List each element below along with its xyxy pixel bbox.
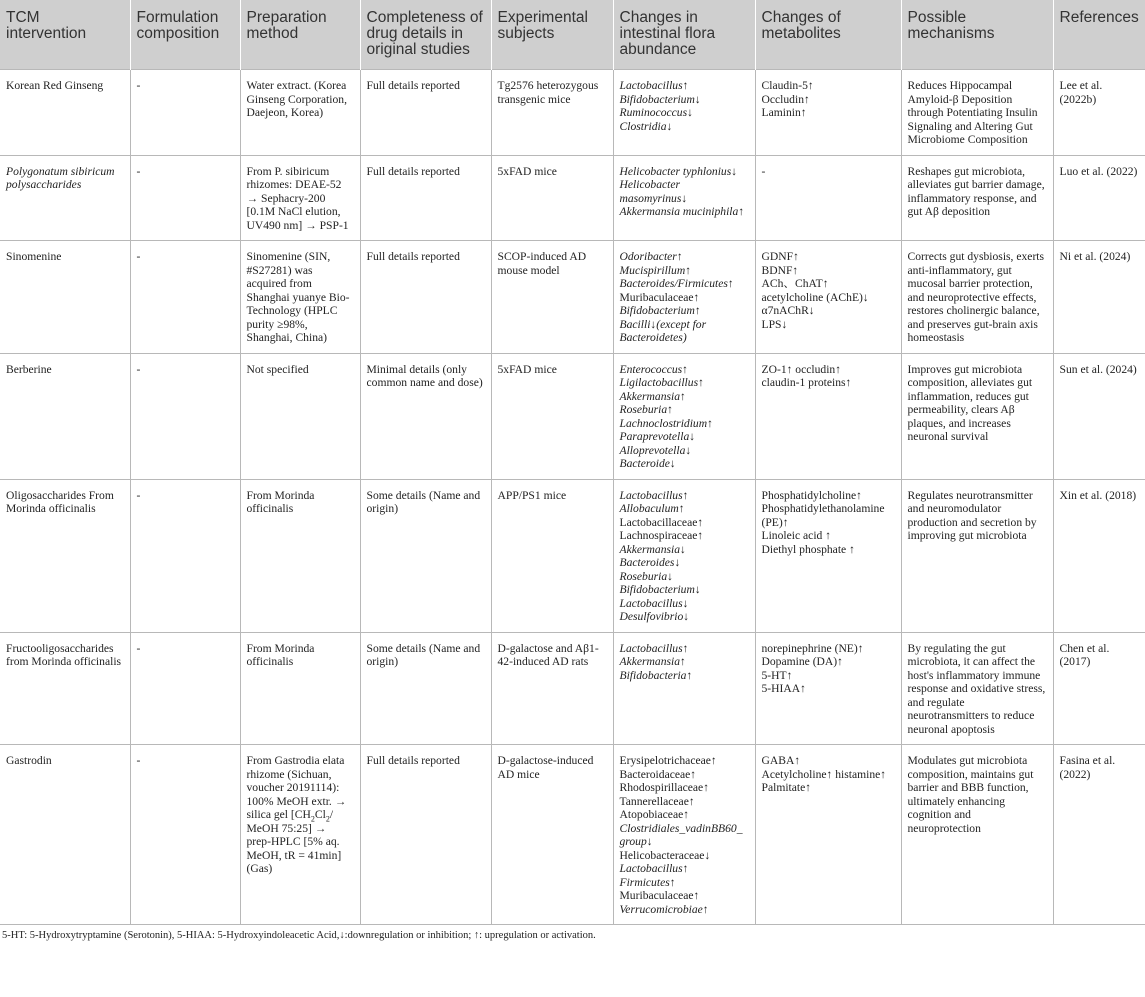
cell-intervention: Gastrodin [0,745,130,925]
header-flora: Changes in intestinal flora abundance [613,0,755,70]
cell-metabolites [755,632,901,745]
cell-intervention: Korean Red Ginseng [0,70,130,156]
cell-intervention: Oligosaccharides From Morinda officinalis [0,479,130,632]
cell-preparation: From P. sibiricum rhizomes: DEAE-52 → Sephacry-200 [0.1M NaCl elution, UV490 nm] → PSP-1 [240,155,360,241]
cell-intervention: Sinomenine [0,241,130,354]
flora-item: Verrucomicrobiae↑ [619,902,709,916]
cell-metabolites [755,241,901,354]
flora-item: Akkermansia↑ [619,655,686,668]
cell-completeness: Some details (Name and origin) [360,632,491,745]
cell-mechanisms: Reshapes gut microbiota, alleviates gut barrier damage, inflammatory response, and gut Aβ deposition [901,155,1053,241]
table-row [0,745,1145,925]
cell-mechanisms: Regulates neurotransmitter and neuromodulator production and secretion by improving gut microbiota [901,479,1053,632]
preparation-text: From Gastrodia elata rhizome (Sichuan, voucher 20191114): 100% MeOH extr. → silica gel [CH [246,754,347,821]
metabolite-item: Phosphatidylethanolamine (PE)↑ [761,502,885,529]
flora-item: Firmicutes↑ [619,875,676,889]
cell-preparation: Not specified [240,353,360,479]
cell-completeness: Full details reported [360,241,491,354]
cell-preparation: From Morinda officinalis [240,632,360,745]
cell-subjects: 5xFAD mice [491,155,613,241]
flora-item: Akkermansia muciniphila↑ [619,205,745,218]
cell-flora [613,241,755,354]
cell-references: Luo et al. (2022) [1053,155,1145,241]
cell-flora [613,353,755,479]
metabolite-item: GDNF↑ [761,250,799,263]
header-mechanisms: Possible mechanisms [901,0,1053,70]
table-row [0,155,1145,241]
table-body [0,70,1145,925]
cell-formulation: - [130,479,240,632]
header-tcm-intervention: TCM intervention [0,0,130,70]
flora-item: Bifidobacterium↓ [619,583,701,596]
flora-item: Lachnospiraceae↑ [619,529,704,542]
cell-subjects: SCOP-induced AD mouse model [491,241,613,354]
flora-item: Bifidobacterium↓ [619,92,701,106]
cell-metabolites [755,70,901,156]
cell-references: Ni et al. (2024) [1053,241,1145,354]
metabolite-item: - [761,164,766,178]
flora-item: Lactobacillus↑ [619,641,689,655]
metabolite-item: ACh、ChAT↑ [761,277,829,290]
cell-metabolites [755,353,901,479]
cell-subjects: 5xFAD mice [491,353,613,479]
flora-item: Akkermansia↓ [619,542,686,556]
cell-flora [613,632,755,745]
header-preparation: Preparation method [240,0,360,70]
cell-flora [613,155,755,241]
cell-references: Fasina et al. (2022) [1053,745,1145,925]
table-row [0,353,1145,479]
metabolite-item: LPS↓ [761,317,788,331]
header-formulation: Formulation composition [130,0,240,70]
header-references: References [1053,0,1145,70]
header-subjects: Experimental subjects [491,0,613,70]
flora-item: Erysipelotrichaceae↑ [619,754,717,767]
cell-references: Lee et al. (2022b) [1053,70,1145,156]
flora-item: Lachnoclostridium↑ [619,416,713,430]
cell-flora [613,479,755,632]
cell-mechanisms: By regulating the gut microbiota, it can affect the host's inflammatory immune response and oxidative stress, and regulate neurotransmitters to reduce neuronal apoptosis [901,632,1053,745]
flora-item: Bacteroides/Firmicutes↑ [619,277,734,290]
flora-item: Bacteroidetes) [619,331,687,344]
cell-intervention: Polygonatum sibiricum polysaccharides [0,155,130,241]
cell-metabolites [755,745,901,925]
cell-subjects: Tg2576 heterozygous transgenic mice [491,70,613,156]
table-row [0,70,1145,156]
flora-item: Lactobacillus↑ [619,488,689,502]
cell-completeness: Minimal details (only common name and dose) [360,353,491,479]
cell-preparation: Water extract. (Korea Ginseng Corporation, Daejeon, Korea) [240,70,360,156]
metabolite-item: GABA↑ [761,754,801,767]
cell-flora [613,745,755,925]
metabolite-item: Claudin-5↑ [761,79,814,92]
cell-flora [613,70,755,156]
flora-item: Clostridiales_vadinBB60_ [619,821,743,835]
cell-completeness: Full details reported [360,155,491,241]
metabolite-item: acetylcholine (AChE)↓ [761,290,869,304]
flora-item: Akkermansia↑ [619,389,686,403]
cell-formulation: - [130,353,240,479]
cell-mechanisms: Improves gut microbiota composition, alleviates gut inflammation, reduces gut permeability, clears Aβ plaques, and increases neuronal survival [901,353,1053,479]
preparation-text: / MeOH 75:25] → prep-HPLC [5% aq. MeOH, tR = 41min] (Gas) [246,808,342,875]
cell-mechanisms: Reduces Hippocampal Amyloid-β Deposition through Potentiating Insulin Signaling and Altering Gut Microbiome Composition [901,70,1053,156]
metabolite-item: 5-HT↑ [761,668,793,682]
flora-item: Bifidobacterium↑ [619,304,701,317]
cell-formulation: - [130,155,240,241]
cell-formulation: - [130,241,240,354]
subscript: 2 [310,814,315,824]
flora-item: Lactobacillus↑ [619,862,689,875]
metabolite-item: norepinephrine (NE)↑ [761,641,864,655]
flora-item: Ligilactobacillus↑ [619,376,704,389]
table-row [0,241,1145,354]
cell-intervention: Berberine [0,353,130,479]
cell-completeness: Full details reported [360,745,491,925]
flora-item: Alloprevotella↓ [619,443,692,457]
flora-item: Desulfovibrio↓ [619,610,690,623]
header-row [0,0,1145,70]
flora-item: Atopobiaceae↑ [619,808,690,821]
metabolite-item: BDNF↑ [761,263,799,277]
cell-references: Sun et al. (2024) [1053,353,1145,479]
cell-mechanisms: Corrects gut dysbiosis, exerts anti-inflammatory, gut mucosal barrier protection, and neuroprotective effects, restores cholinergic balance, and preserves gut-brain axis homeostasis [901,241,1053,354]
cell-references: Xin et al. (2018) [1053,479,1145,632]
flora-item: Rhodospirillaceae↑ [619,781,710,794]
flora-item: Bacilli↓(except for [619,317,707,331]
metabolite-item: Dopamine (DA)↑ [761,655,843,668]
flora-item: Mucispirillum↑ [619,263,691,277]
flora-item: Ruminococcus↓ [619,106,693,119]
cell-preparation: Sinomenine (SIN, #S27281) was acquired from Shanghai yuanye Bio-Technology (HPLC purity ≥98%, Shanghai, China) [240,241,360,354]
flora-item: Clostridia↓ [619,119,673,133]
metabolite-item: Laminin↑ [761,106,807,119]
cell-formulation: - [130,70,240,156]
flora-item: Paraprevotella↓ [619,430,696,443]
cell-subjects: D-galactose and Aβ1-42-induced AD rats [491,632,613,745]
flora-item: Bacteroidaceae↑ [619,767,697,781]
table-row [0,479,1145,632]
cell-metabolites [755,155,901,241]
cell-subjects: APP/PS1 mice [491,479,613,632]
flora-item: Bacteroides↓ [619,556,681,569]
cell-intervention: Fructooligosaccharides from Morinda officinalis [0,632,130,745]
metabolite-item: Acetylcholine↑ histamine↑ [761,767,887,781]
subscript: 2 [325,814,330,824]
flora-item: Helicobacter typhlonius↓ [619,164,738,178]
cell-preparation: From Morinda officinalis [240,479,360,632]
cell-preparation [240,745,360,925]
cell-metabolites [755,479,901,632]
metabolite-item: Diethyl phosphate ↑ [761,542,855,556]
metabolite-item: α7nAChR↓ [761,304,815,317]
header-metabolites: Changes of metabolites [755,0,901,70]
flora-item: Bacteroide↓ [619,457,676,470]
flora-item: Enterococcus↑ [619,362,688,376]
metabolite-item: 5-HIAA↑ [761,682,806,695]
flora-item: Helicobacteraceae↓ [619,848,711,862]
flora-item: Lactobacillaceae↑ [619,515,704,529]
cell-mechanisms: Modulates gut microbiota composition, maintains gut barrier and BBB function, ultimately enhancing cognition and neuroprotection [901,745,1053,925]
flora-item: Allobaculum↑ [619,502,685,515]
flora-item: Roseburia↓ [619,569,673,583]
cell-subjects: D-galactose-induced AD mice [491,745,613,925]
metabolite-item: Palmitate↑ [761,781,812,794]
metabolite-item: Occludin↑ [761,92,810,106]
preparation-text: Cl [314,808,326,821]
header-completeness: Completeness of drug details in original studies [360,0,491,70]
metabolite-item: claudin-1 proteins↑ [761,376,852,389]
metabolite-item: Phosphatidylcholine↑ [761,488,862,502]
cell-formulation: - [130,745,240,925]
flora-item: Lactobacillus↓ [619,596,689,610]
cell-completeness: Full details reported [360,70,491,156]
cell-formulation: - [130,632,240,745]
flora-item: Muribaculaceae↑ [619,889,700,902]
table-row [0,632,1145,745]
flora-item: Lactobacillus↑ [619,79,689,92]
metabolite-item: Linoleic acid ↑ [761,529,832,542]
cell-references: Chen et al. (2017) [1053,632,1145,745]
flora-item: Tannerellaceae↑ [619,794,695,808]
flora-item: Roseburia↑ [619,403,673,416]
flora-item: Bifidobacteria↑ [619,668,693,682]
table-header [0,0,1145,70]
flora-item: Muribaculaceae↑ [619,290,700,304]
flora-item: group↓ [619,835,653,848]
table-footnote: 5-HT: 5-Hydroxytryptamine (Serotonin), 5-HIAA: 5-Hydroxyindoleacetic Acid,↓:downregulation or inhibition; ↑: upregulation or activation. [2,930,596,941]
flora-item: Odoribacter↑ [619,250,683,263]
cell-completeness: Some details (Name and origin) [360,479,491,632]
flora-item: Helicobacter masomyrinus↓ [619,178,688,205]
metabolite-item: ZO-1↑ occludin↑ [761,362,842,376]
